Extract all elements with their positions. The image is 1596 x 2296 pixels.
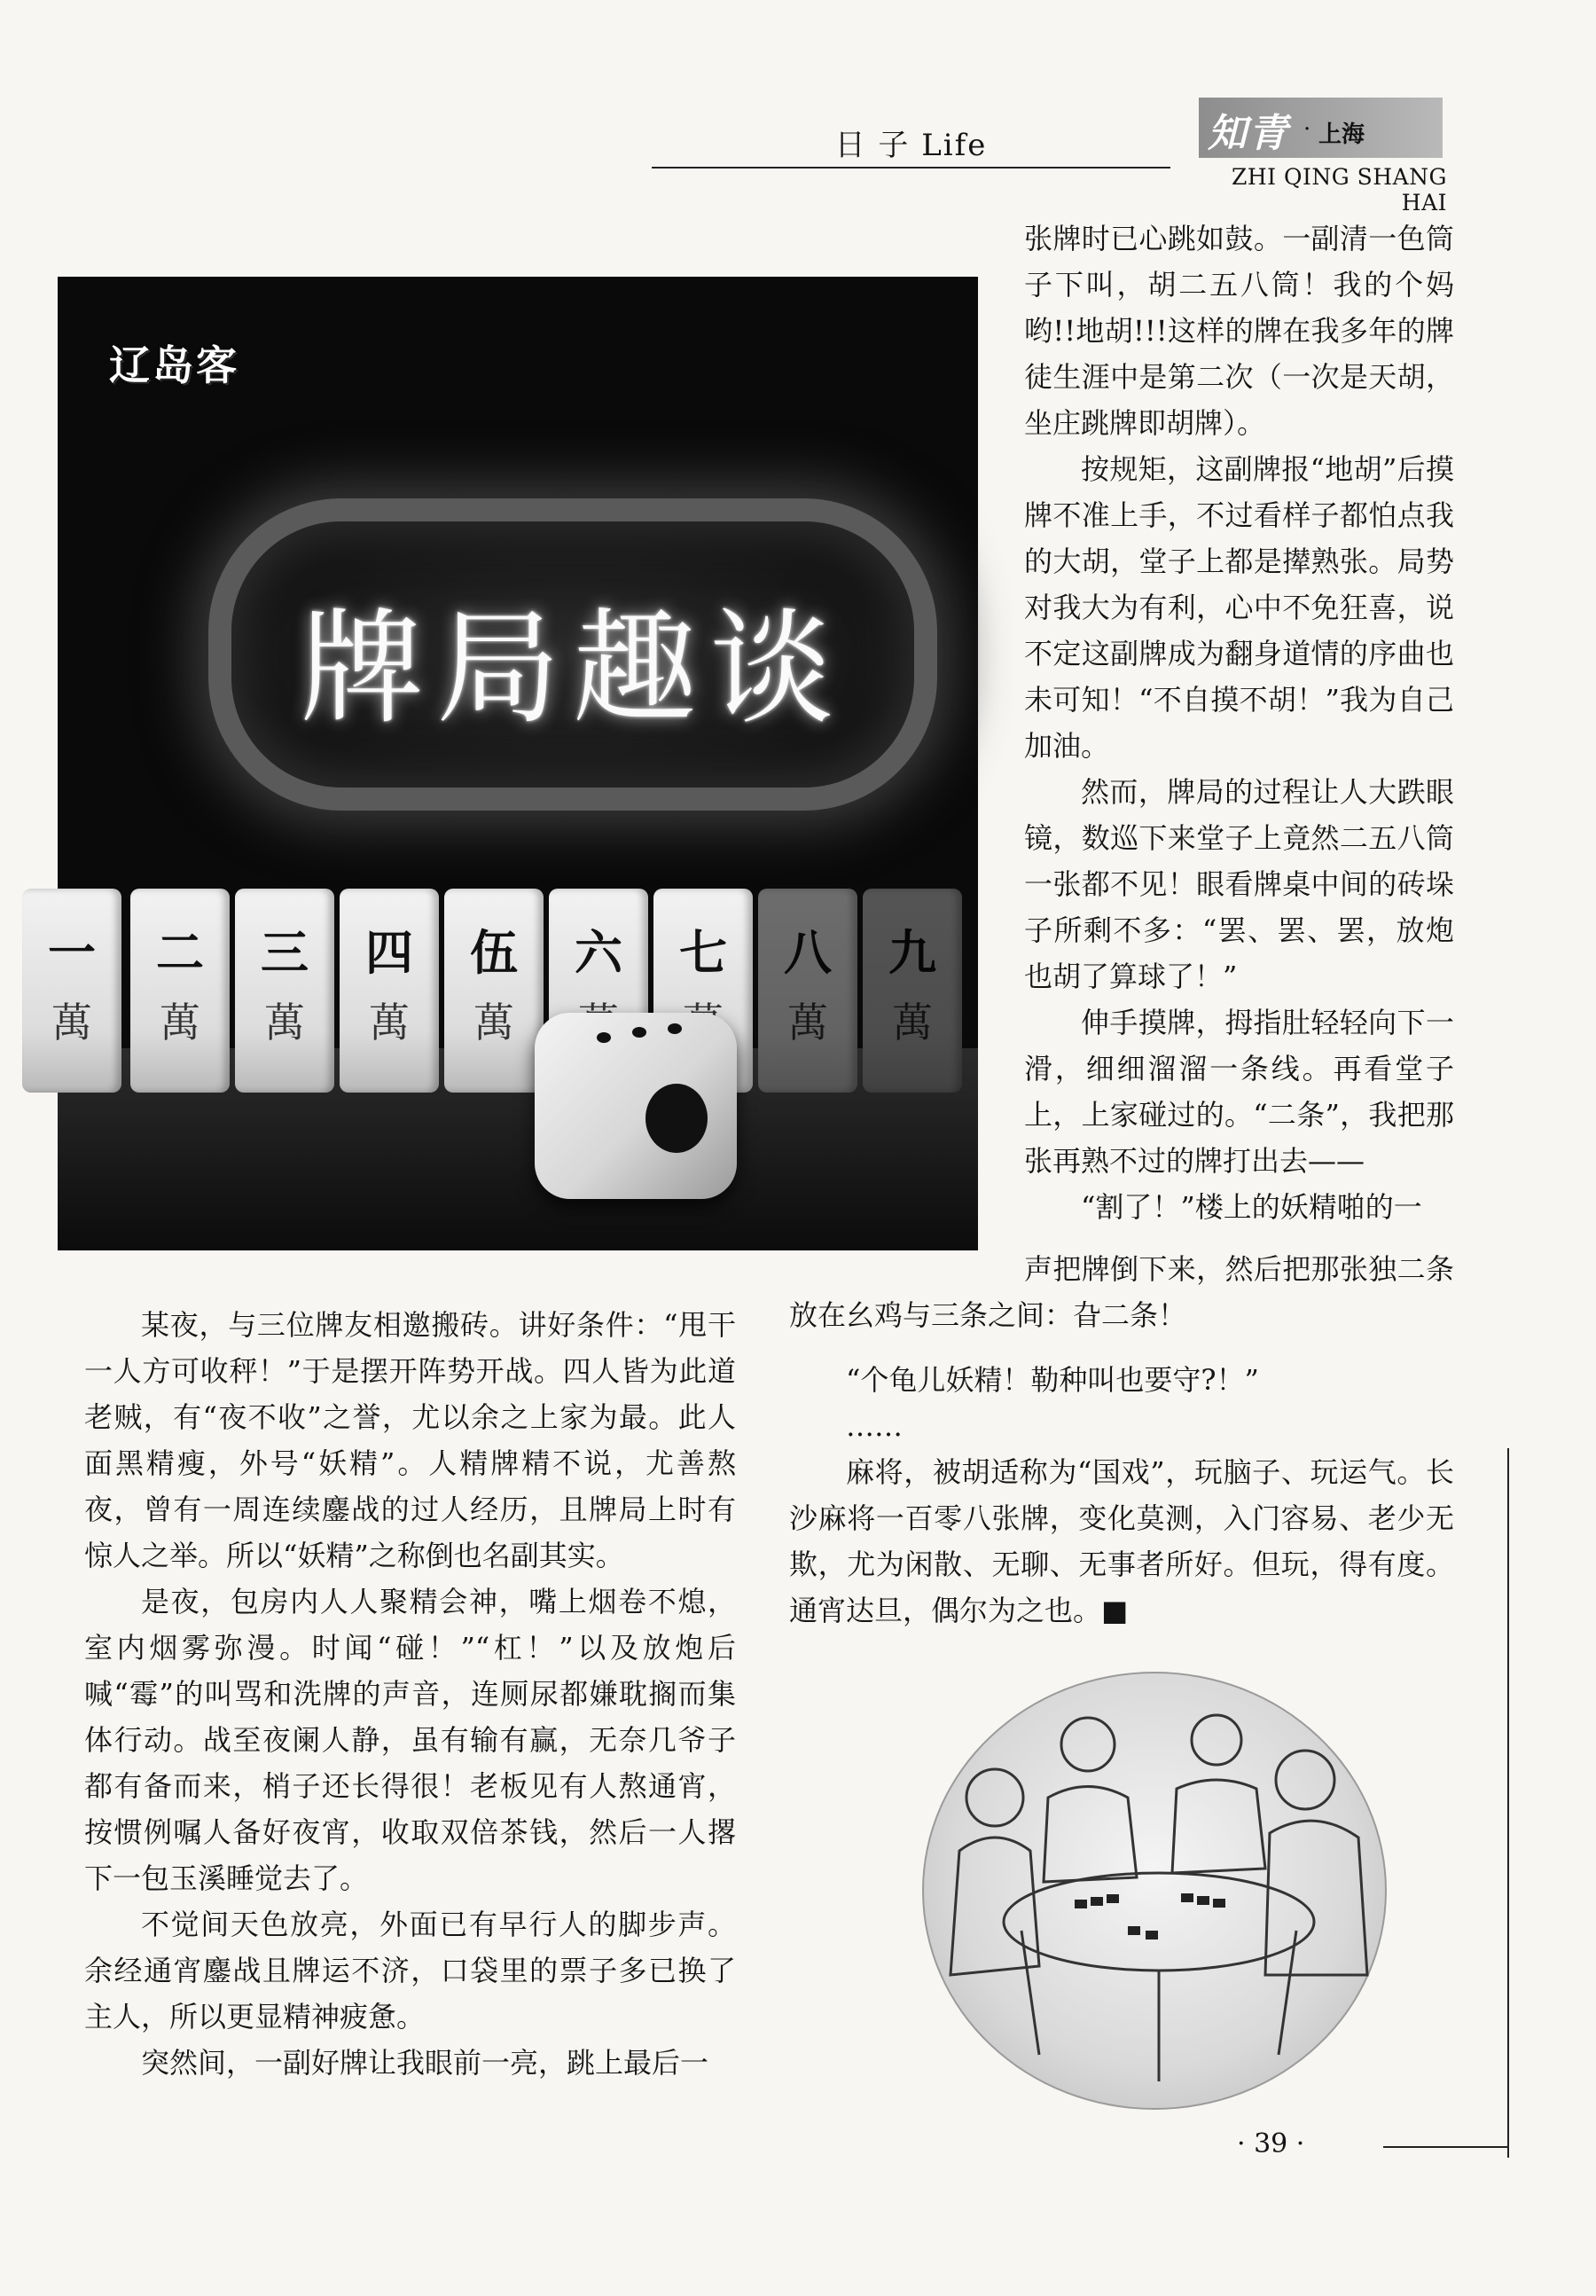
mahjong-tiles-row [48, 889, 978, 1119]
article-column-right-bottom [789, 1357, 1454, 1634]
mahjong-tile [130, 889, 230, 1093]
tile-number: 二 [156, 924, 204, 981]
tile-number: 七 [679, 924, 727, 981]
tile-number: 四 [365, 924, 413, 981]
tile-suit: 萬 [51, 999, 92, 1046]
tile-number: 八 [784, 924, 832, 981]
mahjong-tile [235, 889, 334, 1093]
dice-pip [645, 1084, 708, 1153]
tile-suit: 萬 [369, 999, 410, 1046]
article-column-left [84, 1302, 736, 2086]
paragraph: …… [846, 1409, 903, 1443]
tile-suit: 萬 [160, 999, 200, 1046]
title-photo [48, 277, 978, 1250]
illustration-drawing [924, 1673, 1385, 2108]
paragraph: 不觉间天色放亮，外面已有早行人的脚步声。余经通宵鏖战且牌运不济，口袋里的票子多已换了主人，所以更显精神疲惫。 [84, 1908, 736, 2033]
article-column-right-top [1024, 215, 1454, 1230]
mahjong-tile [22, 889, 121, 1093]
dice [535, 1013, 737, 1199]
mahjong-tile [758, 889, 857, 1093]
tile-number: 一 [48, 924, 96, 981]
paragraph: 声把牌倒下来，然后把那张独二条放在幺鸡与三条之间：旮二条！ [789, 1252, 1454, 1332]
brand-name: 知青 [1208, 111, 1289, 156]
paragraph: 张牌时已心跳如鼓。一副清一色筒子下叫，胡二五八筒！我的个妈哟!!地胡!!!这样的牌在我多年的牌徒生涯中是第二次（一次是天胡，坐庄跳牌即胡牌）。 [1024, 222, 1454, 440]
paragraph: 按规矩，这副牌报“地胡”后摸牌不准上手，不过看样子都怕点我的大胡，堂子上都是撵熟张。局势对我大为有利，心中不免狂喜，说不定这副牌成为翻身道情的序曲也未可知！“不自摸不胡！”我为自己加油。 [1024, 452, 1454, 763]
mahjong-players-illustration [922, 1672, 1387, 2110]
article-title: 牌局趣谈 [299, 597, 846, 741]
paragraph: 然而，牌局的过程让人大跌眼镜，数巡下来堂子上竟然二五八筒一张都不见！眼看牌桌中间的砖垛子所剩不多：“罢、罢、罢，放炮也胡了算球了！” [1024, 775, 1454, 993]
mahjong-tile [340, 889, 439, 1093]
dice-pip [668, 1023, 682, 1034]
tile-suit: 萬 [892, 999, 933, 1046]
paragraph: “割了！”楼上的妖精啪的一 [1081, 1190, 1422, 1224]
tile-number: 六 [575, 924, 622, 981]
header-rule [652, 167, 1170, 168]
page-number: · 39 · [1237, 2128, 1305, 2159]
footer-rule [1383, 2146, 1509, 2148]
brand-pinyin: ZHI QING SHANG HAI [1232, 164, 1447, 215]
tile-number: 九 [888, 924, 936, 981]
author-name: 辽岛客 [109, 341, 239, 389]
paragraph: 是夜，包房内人人聚精会神，嘴上烟卷不熄，室内烟雾弥漫。时闻“碰！”“杠！”以及放炮后喊“霉”的叫骂和洗牌的声音，连厕尿都嫌耽搁而集体行动。战至夜阑人静，虽有输有赢，无奈几爷子都有备而来，梢子还长得很！老板见有人熬通宵，按惯例嘱人备好夜宵，收取双倍茶钱，然后一人撂下一包玉溪睡觉去了。 [84, 1585, 736, 1895]
paragraph: 伸手摸牌，拇指肚轻轻向下一滑，细细溜溜一条线。再看堂子上，上家碰过的。“二条”，我把那张再熟不过的牌打出去—— [1024, 1006, 1454, 1178]
section-title: 日 子 Life [834, 128, 988, 163]
article-column-middle [789, 1246, 1454, 1338]
paragraph: 突然间，一副好牌让我眼前一亮，跳上最后一 [141, 2046, 709, 2080]
dice-pip [632, 1027, 646, 1038]
tile-suit: 萬 [473, 999, 514, 1046]
paragraph: “个龟儿妖精！勒种叫也要守?！” [846, 1363, 1259, 1397]
dice-pip [597, 1032, 611, 1043]
paragraph: 某夜，与三位牌友相邀搬砖。讲好条件：“甩干一人方可收秤！”于是摆开阵势开战。四人皆为此道老贼，有“夜不收”之誉，尤以余之上家为最。此人面黑精瘦，外号“妖精”。人精牌精不说，尤善熬夜，曾有一周连续鏖战的过人经历，且牌局上时有惊人之举。所以“妖精”之称倒也名副其实。 [84, 1308, 736, 1572]
tile-suit: 萬 [264, 999, 305, 1046]
brand-city: 上海 [1318, 121, 1365, 148]
mahjong-tile [444, 889, 544, 1093]
tile-suit: 萬 [787, 999, 828, 1046]
brand-dot: · [1303, 116, 1311, 143]
tile-number: 三 [261, 924, 309, 981]
section-header [652, 114, 1170, 168]
tile-number: 伍 [470, 924, 518, 981]
side-rule [1507, 1448, 1509, 2158]
mahjong-tile [863, 889, 962, 1093]
paragraph: 麻将，被胡适称为“国戏”，玩脑子、玩运气。长沙麻将一百零八张牌，变化莫测，入门容易、老少无欺，尤为闲散、无聊、无事者所好。但玩，得有度。通宵达旦，偶尔为之也。■ [789, 1455, 1454, 1627]
